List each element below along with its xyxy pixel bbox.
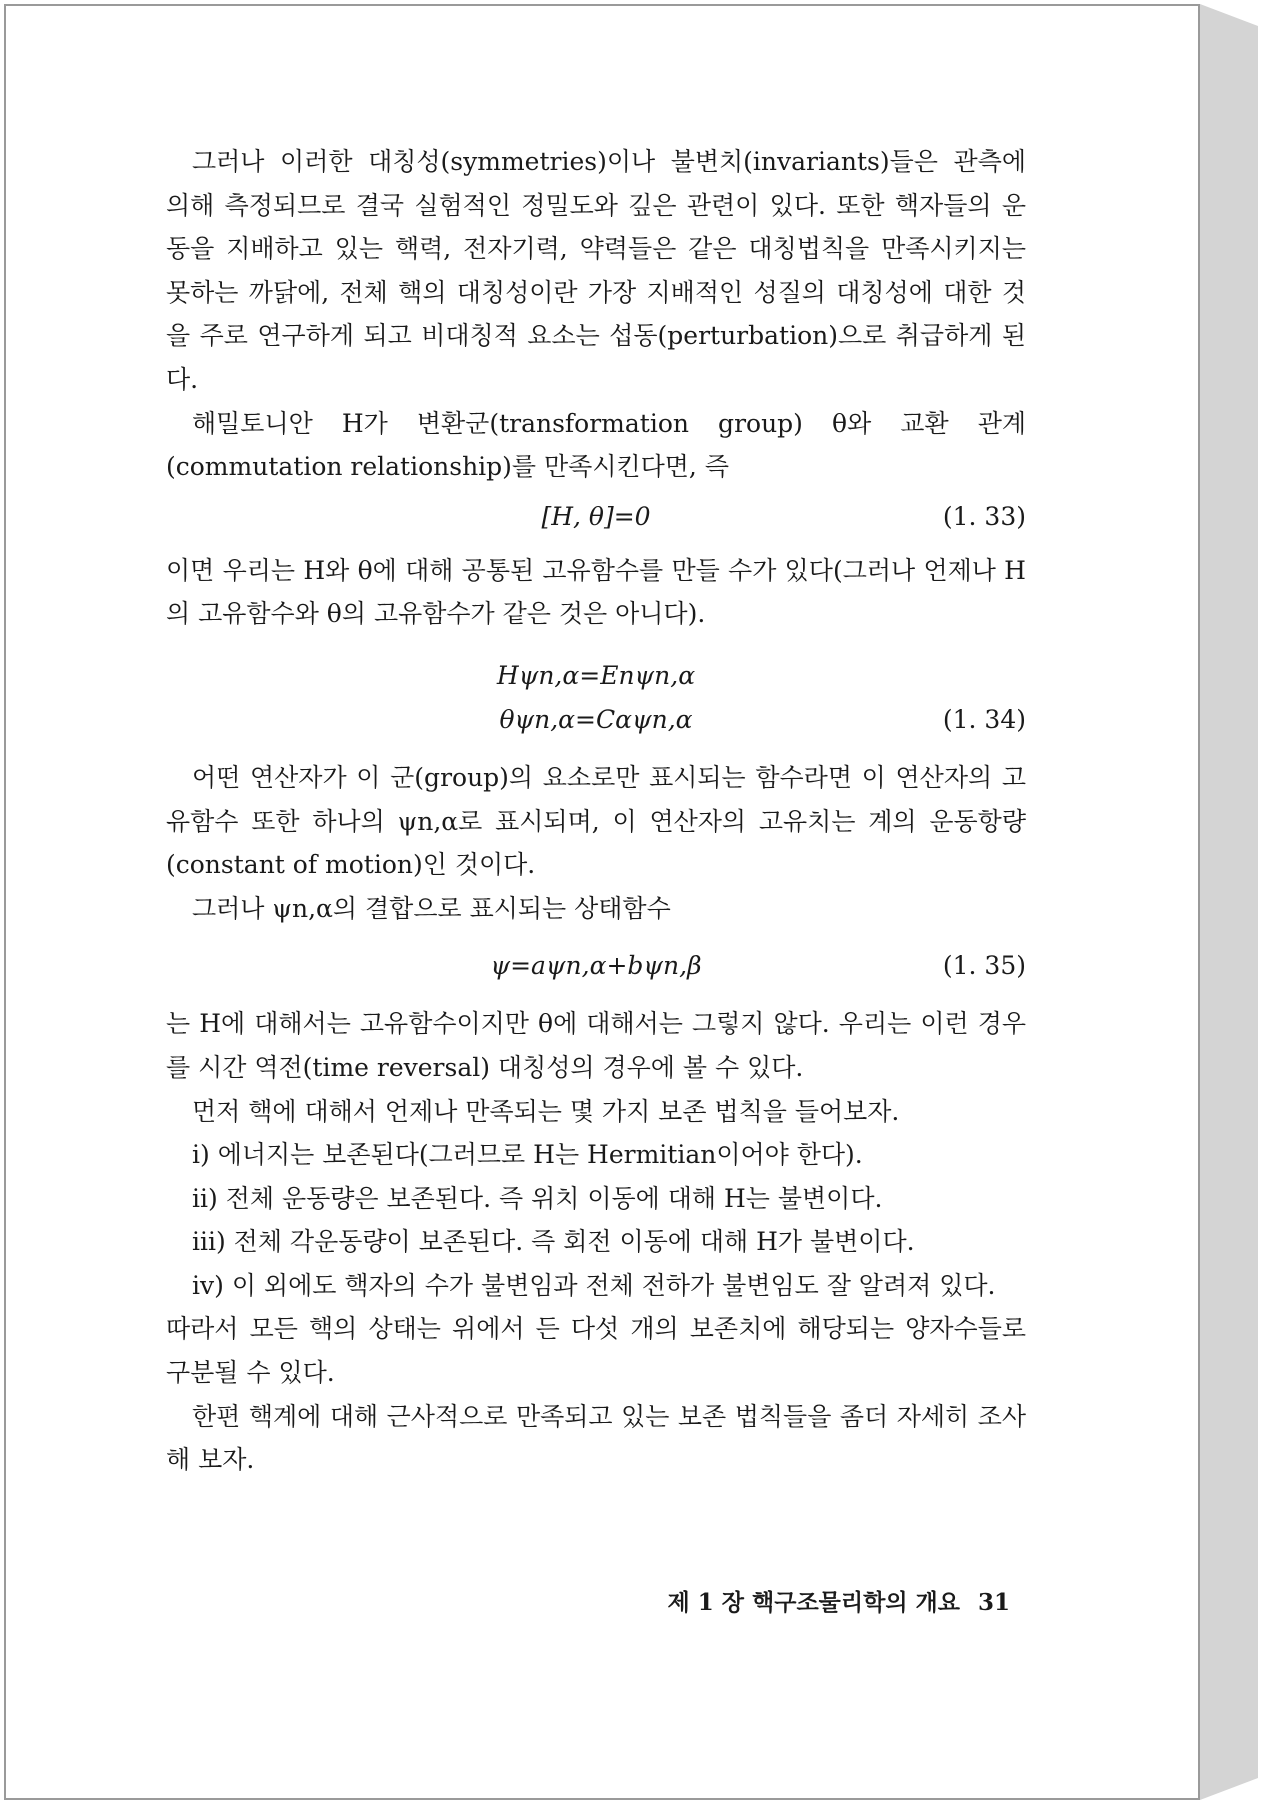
- equation-1-34-number: (1. 34): [942, 704, 1026, 734]
- equation-1-33-expr: [H, θ]=0: [541, 501, 651, 531]
- list-item: i) 에너지는 보존된다(그러므로 H는 Hermitian이어야 한다).: [192, 1140, 863, 1170]
- paragraph-time-reversal: 는 H에 대해서는 고유함수이지만 θ에 대해서는 그렇지 않다. 우리는 이런 경우를 시간 역전(time reversal) 대칭성의 경우에 볼 수 있다.: [166, 1009, 1026, 1082]
- paragraph-quantum-numbers: 따라서 모든 핵의 상태는 위에서 든 다섯 개의 보존치에 해당되는 양자수들로 구분될 수 있다.: [166, 1314, 1026, 1388]
- list-item: iii) 전체 각운동량이 보존된다. 즉 회전 이동에 대해 H가 불변이다.: [192, 1227, 915, 1257]
- paragraph-approximate-laws: 한편 핵계에 대해 근사적으로 만족되고 있는 보존 법칙들을 좀더 자세히 조사해 보자.: [166, 1401, 1026, 1475]
- list-item: iv) 이 외에도 핵자의 수가 불변임과 전체 전하가 불변임도 잘 알려져 있다.: [192, 1270, 996, 1300]
- paragraph-state-function: 그러나 ψn,α의 결합으로 표시되는 상태함수: [192, 893, 671, 923]
- list-item: ii) 전체 운동량은 보존된다. 즉 위치 이동에 대해 H는 불변이다.: [192, 1183, 883, 1213]
- paragraph-symmetry: 그러나 이러한 대칭성(symmetries)이나 불변치(invariants)들은 관측에 의해 측정되므로 결국 실험적인 정밀도와 깊은 관련이 있다. 또한 핵자들의 운동을 지배하고 있는 핵력, 전자기력, 약력들은 같은 대칭법칙을 만족시키지는 못하는 까닭에, 전체 핵의 대칭성이란 가장 지배적인 성질의 대칭성에 대한 것을 주로 연구하게 되고 비대칭적 요소는 섭동(perturbation)으로 취급하게 된다.: [166, 147, 1026, 394]
- equation-1-33: [166, 495, 1026, 539]
- equation-1-34a: [166, 654, 1026, 698]
- equation-1-34a-expr: Hψn,α=Enψn,α: [496, 660, 696, 690]
- page-body: [166, 140, 1026, 1482]
- paragraph-hamiltonian: 해밀토니안 H가 변환군(transformation group) θ와 교환 관계(commutation relationship)를 만족시킨다면, 즉: [166, 408, 1026, 482]
- paragraph-conservation-intro: 먼저 핵에 대해서 언제나 만족되는 몇 가지 보존 법칙을 들어보자.: [192, 1096, 900, 1126]
- paragraph-operator: 어떤 연산자가 이 군(group)의 요소로만 표시되는 함수라면 이 연산자의 고유함수 또한 하나의 ψn,α로 표시되며, 이 연산자의 고유치는 계의 운동항량(constant of motion)인 것이다.: [166, 762, 1026, 880]
- equation-1-34b: [166, 698, 1026, 742]
- running-footer: [166, 1584, 1010, 1617]
- paragraph-common-eigenfunction: 이면 우리는 H와 θ에 대해 공통된 고유함수를 만들 수가 있다(그러나 언제나 H의 고유함수와 θ의 고유함수가 같은 것은 아니다).: [166, 555, 1026, 629]
- equation-1-33-number: (1. 33): [942, 501, 1026, 531]
- equation-1-35-number: (1. 35): [942, 951, 1026, 981]
- equation-1-35: [166, 944, 1026, 988]
- equation-1-35-expr: ψ=aψn,α+bψn,β: [490, 951, 702, 981]
- equation-1-34b-expr: θψn,α=Cαψn,α: [499, 704, 693, 734]
- book-spine: [1200, 4, 1258, 1800]
- page-number: 31: [977, 1589, 1010, 1616]
- chapter-title: 제 1 장 핵구조물리학의 개요: [667, 1589, 960, 1616]
